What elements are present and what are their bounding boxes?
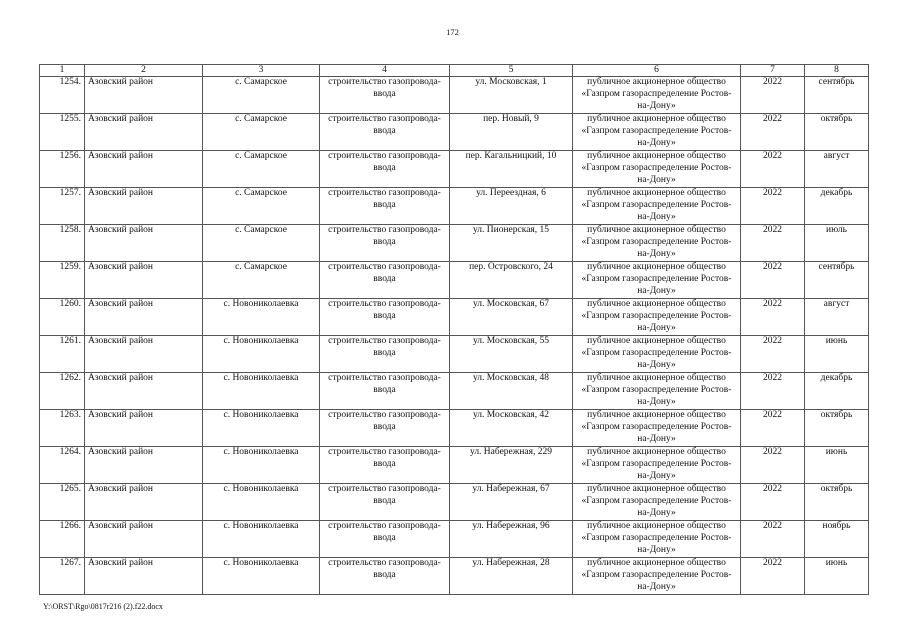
table-body	[40, 77, 869, 595]
settlement-cell: с. Новониколаевка	[203, 521, 320, 558]
table-row	[40, 299, 869, 336]
organization-cell: публичное акционерное общество «Газпром газораспределение Ростов-на-Дону»	[573, 521, 741, 558]
district-cell: Азовский район	[85, 336, 203, 373]
district-cell: Азовский район	[85, 447, 203, 484]
work-type-cell: строительство газопровода-ввода	[320, 373, 450, 410]
page-number: 172	[446, 27, 459, 37]
year-cell: 2022	[741, 521, 805, 558]
month-cell: июль	[805, 225, 869, 262]
address-cell: ул. Московская, 1	[450, 77, 573, 114]
settlement-cell: с. Самарское	[203, 114, 320, 151]
month-cell: октябрь	[805, 484, 869, 521]
row-number-cell: 1258.	[40, 225, 85, 262]
work-type-cell: строительство газопровода-ввода	[320, 225, 450, 262]
month-cell: октябрь	[805, 114, 869, 151]
month-cell: сентябрь	[805, 262, 869, 299]
organization-cell: публичное акционерное общество «Газпром газораспределение Ростов-на-Дону»	[573, 151, 741, 188]
address-cell: пер. Новый, 9	[450, 114, 573, 151]
settlement-cell: с. Самарское	[203, 262, 320, 299]
address-cell: пер. Кагальницкий, 10	[450, 151, 573, 188]
district-cell: Азовский район	[85, 484, 203, 521]
row-number-cell: 1264.	[40, 447, 85, 484]
table-row	[40, 410, 869, 447]
row-number-cell: 1265.	[40, 484, 85, 521]
column-header: 5	[450, 65, 573, 77]
month-cell: декабрь	[805, 373, 869, 410]
organization-cell: публичное акционерное общество «Газпром газораспределение Ростов-на-Дону»	[573, 262, 741, 299]
settlement-cell: с. Новониколаевка	[203, 336, 320, 373]
address-cell: ул. Переездная, 6	[450, 188, 573, 225]
column-header: 4	[320, 65, 450, 77]
column-header: 2	[85, 65, 203, 77]
organization-cell: публичное акционерное общество «Газпром газораспределение Ростов-на-Дону»	[573, 336, 741, 373]
month-cell: июнь	[805, 447, 869, 484]
month-cell: июнь	[805, 336, 869, 373]
column-header: 8	[805, 65, 869, 77]
column-header: 7	[741, 65, 805, 77]
district-cell: Азовский район	[85, 521, 203, 558]
district-cell: Азовский район	[85, 299, 203, 336]
address-cell: ул. Московская, 55	[450, 336, 573, 373]
row-number-cell: 1259.	[40, 262, 85, 299]
settlement-cell: с. Самарское	[203, 225, 320, 262]
settlement-cell: с. Новониколаевка	[203, 558, 320, 595]
organization-cell: публичное акционерное общество «Газпром газораспределение Ростов-на-Дону»	[573, 188, 741, 225]
row-number-cell: 1257.	[40, 188, 85, 225]
address-cell: ул. Пионерская, 15	[450, 225, 573, 262]
settlement-cell: с. Самарское	[203, 188, 320, 225]
address-cell: ул. Набережная, 67	[450, 484, 573, 521]
year-cell: 2022	[741, 447, 805, 484]
year-cell: 2022	[741, 114, 805, 151]
table-row	[40, 151, 869, 188]
table-row	[40, 558, 869, 595]
work-type-cell: строительство газопровода-ввода	[320, 188, 450, 225]
organization-cell: публичное акционерное общество «Газпром газораспределение Ростов-на-Дону»	[573, 77, 741, 114]
work-type-cell: строительство газопровода-ввода	[320, 558, 450, 595]
column-header: 1	[40, 65, 85, 77]
year-cell: 2022	[741, 558, 805, 595]
column-header: 3	[203, 65, 320, 77]
work-type-cell: строительство газопровода-ввода	[320, 262, 450, 299]
organization-cell: публичное акционерное общество «Газпром газораспределение Ростов-на-Дону»	[573, 373, 741, 410]
month-cell: декабрь	[805, 188, 869, 225]
year-cell: 2022	[741, 188, 805, 225]
table-row	[40, 373, 869, 410]
settlement-cell: с. Новониколаевка	[203, 373, 320, 410]
organization-cell: публичное акционерное общество «Газпром газораспределение Ростов-на-Дону»	[573, 225, 741, 262]
work-type-cell: строительство газопровода-ввода	[320, 151, 450, 188]
district-cell: Азовский район	[85, 410, 203, 447]
settlement-cell: с. Новониколаевка	[203, 299, 320, 336]
district-cell: Азовский район	[85, 77, 203, 114]
settlement-cell: с. Самарское	[203, 77, 320, 114]
table-row	[40, 77, 869, 114]
district-cell: Азовский район	[85, 373, 203, 410]
year-cell: 2022	[741, 225, 805, 262]
address-cell: ул. Московская, 48	[450, 373, 573, 410]
organization-cell: публичное акционерное общество «Газпром газораспределение Ростов-на-Дону»	[573, 410, 741, 447]
row-number-cell: 1262.	[40, 373, 85, 410]
row-number-cell: 1263.	[40, 410, 85, 447]
address-cell: ул. Московская, 42	[450, 410, 573, 447]
work-type-cell: строительство газопровода-ввода	[320, 484, 450, 521]
year-cell: 2022	[741, 77, 805, 114]
month-cell: октябрь	[805, 410, 869, 447]
district-cell: Азовский район	[85, 188, 203, 225]
organization-cell: публичное акционерное общество «Газпром газораспределение Ростов-на-Дону»	[573, 299, 741, 336]
year-cell: 2022	[741, 262, 805, 299]
column-header: 6	[573, 65, 741, 77]
month-cell: август	[805, 299, 869, 336]
table-row	[40, 188, 869, 225]
year-cell: 2022	[741, 410, 805, 447]
district-cell: Азовский район	[85, 151, 203, 188]
month-cell: август	[805, 151, 869, 188]
table-row	[40, 336, 869, 373]
row-number-cell: 1266.	[40, 521, 85, 558]
organization-cell: публичное акционерное общество «Газпром газораспределение Ростов-на-Дону»	[573, 558, 741, 595]
district-cell: Азовский район	[85, 262, 203, 299]
district-cell: Азовский район	[85, 558, 203, 595]
organization-cell: публичное акционерное общество «Газпром газораспределение Ростов-на-Дону»	[573, 114, 741, 151]
table-row	[40, 484, 869, 521]
work-type-cell: строительство газопровода-ввода	[320, 299, 450, 336]
year-cell: 2022	[741, 151, 805, 188]
settlement-cell: с. Новониколаевка	[203, 410, 320, 447]
address-cell: ул. Набережная, 229	[450, 447, 573, 484]
work-type-cell: строительство газопровода-ввода	[320, 447, 450, 484]
work-type-cell: строительство газопровода-ввода	[320, 336, 450, 373]
table-row	[40, 262, 869, 299]
table-row	[40, 447, 869, 484]
work-type-cell: строительство газопровода-ввода	[320, 114, 450, 151]
organization-cell: публичное акционерное общество «Газпром газораспределение Ростов-на-Дону»	[573, 447, 741, 484]
year-cell: 2022	[741, 484, 805, 521]
table-row	[40, 225, 869, 262]
header-row	[40, 65, 869, 77]
address-cell: ул. Московская, 67	[450, 299, 573, 336]
work-type-cell: строительство газопровода-ввода	[320, 77, 450, 114]
district-cell: Азовский район	[85, 225, 203, 262]
row-number-cell: 1254.	[40, 77, 85, 114]
registry-table	[39, 64, 869, 595]
table-row	[40, 521, 869, 558]
row-number-cell: 1261.	[40, 336, 85, 373]
settlement-cell: с. Новониколаевка	[203, 484, 320, 521]
month-cell: ноябрь	[805, 521, 869, 558]
work-type-cell: строительство газопровода-ввода	[320, 521, 450, 558]
month-cell: сентябрь	[805, 77, 869, 114]
row-number-cell: 1255.	[40, 114, 85, 151]
footer-file-path: Y:\ORST\Rgo\0817r216 (2).f22.docx	[43, 602, 163, 611]
row-number-cell: 1260.	[40, 299, 85, 336]
settlement-cell: с. Самарское	[203, 151, 320, 188]
month-cell: июнь	[805, 558, 869, 595]
row-number-cell: 1256.	[40, 151, 85, 188]
year-cell: 2022	[741, 373, 805, 410]
work-type-cell: строительство газопровода-ввода	[320, 410, 450, 447]
district-cell: Азовский район	[85, 114, 203, 151]
address-cell: пер. Островского, 24	[450, 262, 573, 299]
settlement-cell: с. Новониколаевка	[203, 447, 320, 484]
address-cell: ул. Набережная, 96	[450, 521, 573, 558]
organization-cell: публичное акционерное общество «Газпром газораспределение Ростов-на-Дону»	[573, 484, 741, 521]
year-cell: 2022	[741, 336, 805, 373]
row-number-cell: 1267.	[40, 558, 85, 595]
year-cell: 2022	[741, 299, 805, 336]
table-row	[40, 114, 869, 151]
address-cell: ул. Набережная, 28	[450, 558, 573, 595]
